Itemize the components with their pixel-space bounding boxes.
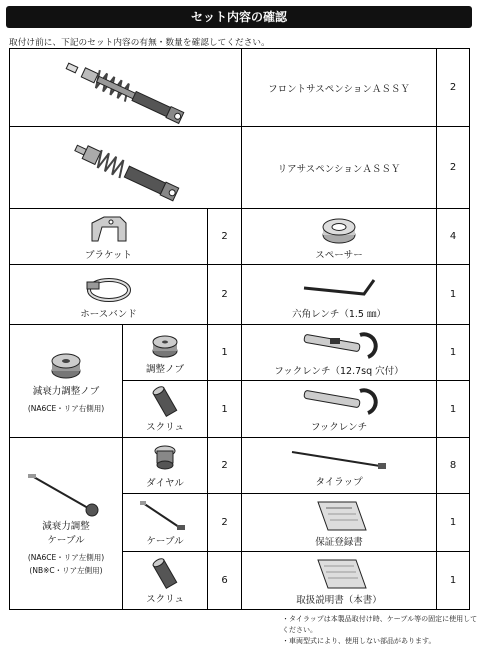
item-qty: 6 — [208, 552, 242, 610]
item-label: 保証登録書 — [315, 536, 363, 548]
screw-icon — [147, 557, 183, 591]
footnote: ・車両型式により、使用しない部品があります。 — [282, 637, 436, 645]
item-label: ホースバンド — [80, 308, 137, 320]
item-qty: 1 — [437, 381, 470, 438]
item-label: タイラップ — [315, 476, 363, 488]
hex-wrench-icon — [294, 270, 384, 306]
item-qty: 2 — [208, 265, 242, 325]
item-label: フックレンチ — [310, 422, 368, 433]
damper-cable-icon — [26, 472, 106, 518]
item-label: リアサスペンションＡＳＳＹ — [277, 163, 401, 175]
hose-band-icon — [79, 270, 139, 306]
item-label: 減衰力調整ノブ — [32, 385, 100, 397]
item-qty: 1 — [437, 265, 470, 325]
item-qty: 1 — [437, 325, 470, 381]
screw-icon — [147, 385, 183, 419]
front-assy-label-cell — [242, 49, 437, 127]
item-note: (NA6CE・リア左側用) — [27, 552, 105, 562]
item-qty: 2 — [437, 49, 470, 127]
table-row — [10, 265, 470, 325]
rear-coilover-icon — [61, 130, 191, 206]
table-row — [10, 209, 470, 265]
footnotes — [282, 614, 480, 647]
hook-wrench-icon — [294, 385, 384, 419]
item-label: 取扱説明書（本書） — [296, 594, 382, 606]
manual-icon — [304, 556, 374, 592]
item-qty: 8 — [437, 438, 470, 494]
item-note: (NB※C・リア左側用) — [29, 565, 103, 575]
intro-text: 取付け前に、下記のセット内容の有無・数量を確認してください。 — [9, 38, 270, 48]
adjust-knob-icon — [147, 331, 183, 361]
item-qty: 2 — [208, 209, 242, 265]
page-title: セット内容の確認 — [6, 6, 472, 28]
item-label: フロントサスペンションＡＳＳＹ — [268, 83, 410, 95]
tie-wrap-icon — [284, 444, 394, 474]
dial-icon — [147, 443, 183, 475]
front-assy-image-cell — [10, 49, 242, 127]
table-row — [10, 127, 470, 209]
item-label: 減衰力調整 — [42, 520, 90, 532]
item-qty: 1 — [208, 381, 242, 438]
manual-cell — [242, 552, 437, 610]
item-qty: 2 — [437, 127, 470, 209]
knob-cell — [123, 325, 208, 381]
item-label: フックレンチ（12.7sq 穴付） — [274, 365, 404, 377]
item-qty: 1 — [208, 325, 242, 381]
table-row — [10, 325, 470, 381]
item-qty: 2 — [208, 494, 242, 552]
hook-wrench-hole-cell — [242, 325, 437, 381]
spacer-icon — [314, 213, 364, 247]
item-note: (NA6CE・リア右側用) — [27, 403, 105, 413]
hex-wrench-cell — [242, 265, 437, 325]
table-row — [10, 438, 470, 494]
cable-cell — [123, 494, 208, 552]
front-coilover-icon — [61, 51, 191, 125]
hook-wrench-hole-icon — [294, 329, 384, 363]
rear-assy-label-cell — [242, 127, 437, 209]
item-label: ケーブル — [47, 534, 85, 546]
item-label: 六角レンチ（1.5 ㎜） — [292, 308, 386, 320]
parts-table — [9, 48, 470, 610]
cable-icon — [135, 499, 195, 533]
hose-band-cell — [10, 265, 208, 325]
item-label: ブラケット — [84, 249, 133, 261]
footnote: ・タイラップは本製品取付け時、ケーブル等の固定に使用してください。 — [282, 615, 478, 634]
dial-cell — [123, 438, 208, 494]
item-label: ダイヤル — [146, 477, 184, 489]
item-label: 調整ノブ — [145, 363, 184, 375]
bracket-cell — [10, 209, 208, 265]
damper-knob-group-cell — [10, 325, 123, 438]
item-qty: 1 — [437, 494, 470, 552]
item-qty: 2 — [208, 438, 242, 494]
damper-knob-icon — [46, 349, 86, 383]
rear-assy-image-cell — [10, 127, 242, 209]
screw-b-cell — [123, 552, 208, 610]
spacer-cell — [242, 209, 437, 265]
item-label: スクリュ — [146, 593, 184, 605]
warranty-card-icon — [304, 498, 374, 534]
tie-wrap-cell — [242, 438, 437, 494]
item-label: スクリュ — [146, 422, 184, 433]
item-label: ケーブル — [146, 535, 184, 547]
bracket-icon — [84, 213, 134, 247]
table-row — [10, 49, 470, 127]
hook-wrench-cell — [242, 381, 437, 438]
screw-a-cell — [123, 381, 208, 438]
item-qty: 4 — [437, 209, 470, 265]
warranty-cell — [242, 494, 437, 552]
item-qty: 1 — [437, 552, 470, 610]
damper-cable-group-cell — [10, 438, 123, 610]
item-label: スペーサー — [315, 249, 363, 261]
